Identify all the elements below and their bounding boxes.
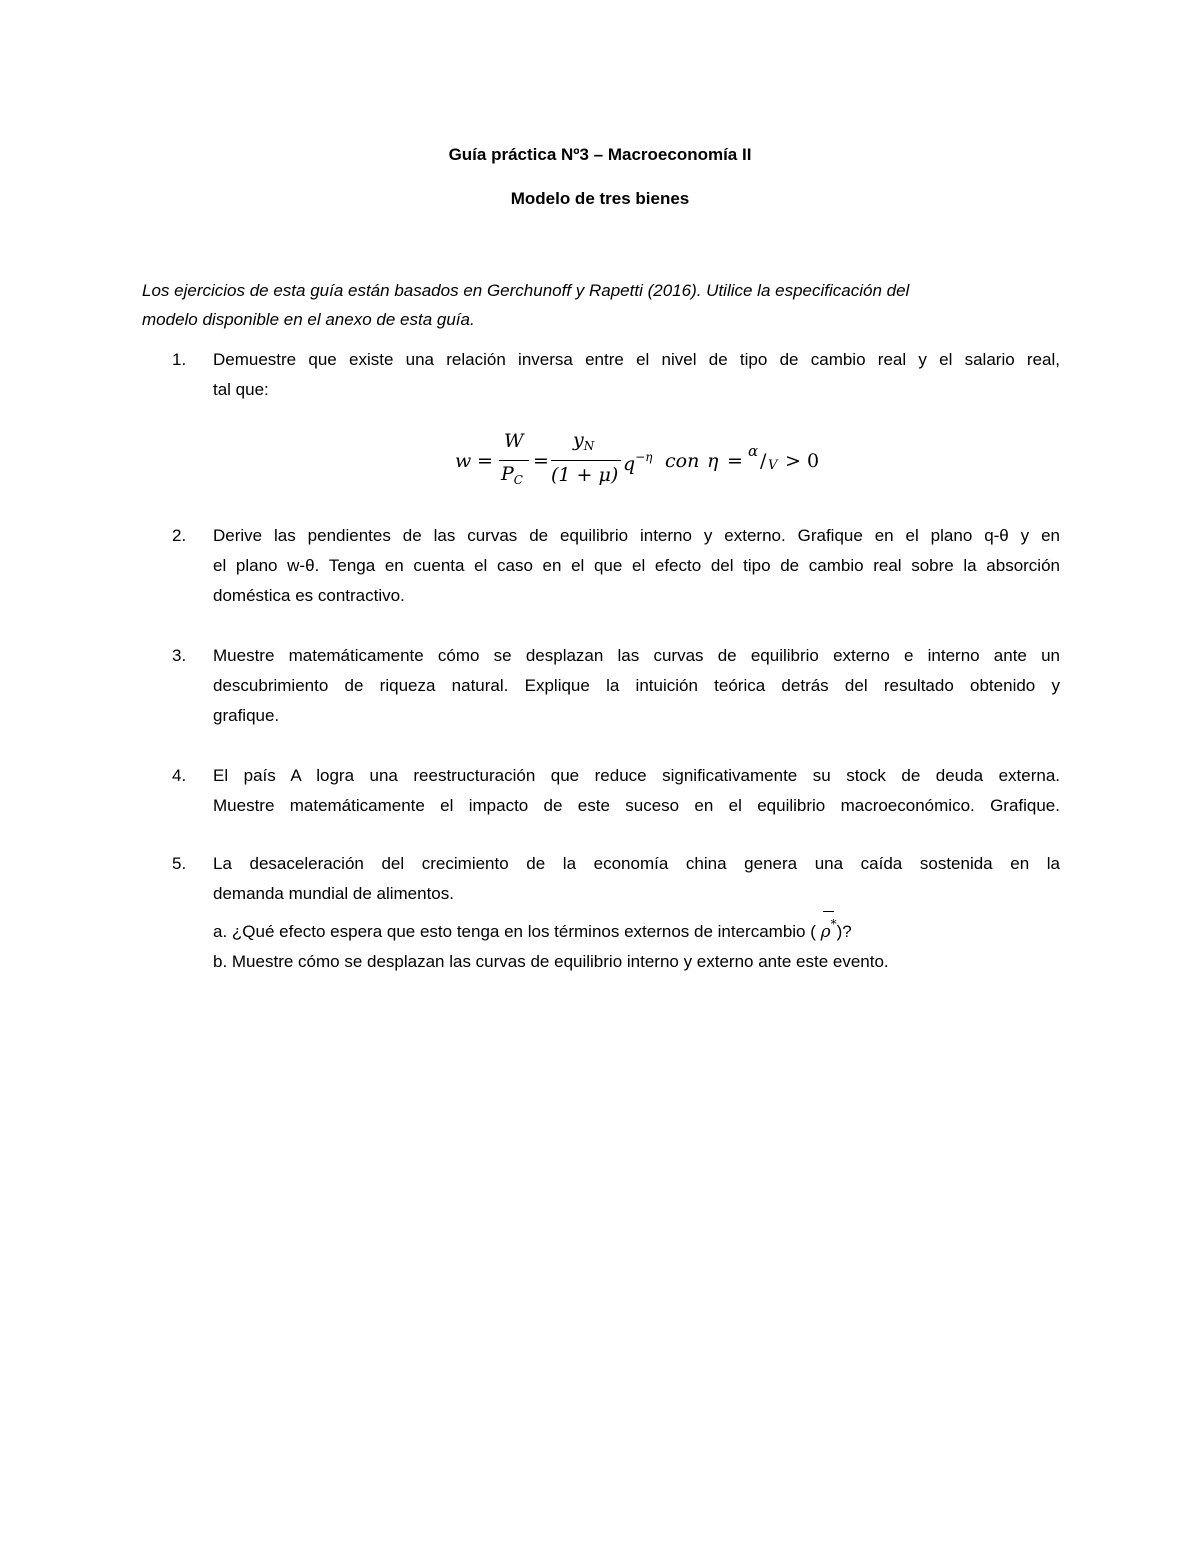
exercise-line: El país A logra una reestructuración que reduce significativamente su stock de deuda externa. [213, 766, 1060, 785]
eq-slash: / [760, 450, 767, 472]
exercise-line: el plano w-θ. Tenga en cuenta el caso en el que el efecto del tipo de cambio real sobre la absorción [213, 556, 1060, 575]
eq-denominator-p: $P_C$ [501, 463, 523, 487]
exercise-line: Demuestre que existe una relación inversa entre el nivel de tipo de cambio real y el salario real, [213, 350, 1060, 369]
exercise-line: La desaceleración del crecimiento de la economía china genera una caída sostenida en la [213, 854, 1060, 873]
exercise-item-4 [172, 761, 1060, 821]
real-wage-equation [455, 428, 835, 498]
exercise-subitem-b: b. Muestre cómo se desplazan las curvas de equilibrio interno y externo ante este evento. [213, 952, 889, 971]
eq-lhs: w [455, 450, 472, 472]
exercise-number: 3. [172, 646, 187, 665]
page-title: Guía práctica Nº3 – Macroeconomía II [448, 145, 752, 164]
exercise-line: Muestre matemáticamente cómo se desplazan las curvas de equilibrio externo e interno ante un [213, 646, 1060, 665]
eq-equals: = [477, 450, 493, 472]
exercise-number: 5. [172, 854, 187, 873]
eq-con: con [665, 450, 700, 472]
page-subtitle: Modelo de tres bienes [510, 189, 690, 208]
exercise-item-2 [172, 521, 1060, 611]
eq-alpha: α [748, 442, 759, 460]
exercise-line: doméstica es contractivo. [213, 586, 405, 605]
eq-fraction-bar [499, 460, 529, 461]
eq-numerator-w: W [504, 430, 524, 452]
exercise-item-1 [172, 345, 1060, 405]
exercise-line: grafique. [213, 706, 280, 725]
eq-eta: η [707, 450, 719, 472]
exercise-line: tal que: [213, 380, 269, 399]
exercise-line: Muestre matemáticamente el impacto de este suceso en el equilibrio macroeconómico. Grafique. [213, 796, 1060, 815]
exercise-subitem-a: a. ¿Qué efecto espera que esto tenga en los términos externos de intercambio ( ρ*)? [213, 909, 1060, 947]
eq-fraction-bar [551, 460, 621, 461]
intro-line: modelo disponible en el anexo de esta guía. [142, 310, 475, 329]
exercise-item-3 [172, 641, 1060, 731]
exercise-item-5 [172, 849, 1060, 977]
eq-numerator-y: $y_N$ [573, 429, 595, 453]
exercise-line: Derive las pendientes de las curvas de equilibrio interno y externo. Grafique en el plano q-θ y en [213, 526, 1060, 545]
exercise-number: 2. [172, 526, 187, 545]
exercise-number: 1. [172, 350, 187, 369]
exercise-line: descubrimiento de riqueza natural. Explique la intuición teórica detrás del resultado obtenido y [213, 676, 1060, 695]
eq-equals: = [533, 450, 549, 472]
intro-paragraph [142, 276, 1062, 334]
eq-equals: = [727, 450, 743, 472]
exercise-line: demanda mundial de alimentos. [213, 884, 454, 903]
rho-star-symbol: ρ* [821, 909, 837, 947]
intro-line: Los ejercicios de esta guía están basados en Gerchunoff y Rapetti (2016). Utilice la especificación del [142, 281, 910, 300]
eq-denominator: (1 + μ) [551, 464, 619, 486]
eq-v: V [768, 458, 778, 473]
eq-greater-than-zero: > 0 [785, 450, 820, 472]
eq-q-term: $q^{-\eta}$ [623, 450, 653, 475]
exercise-number: 4. [172, 766, 187, 785]
